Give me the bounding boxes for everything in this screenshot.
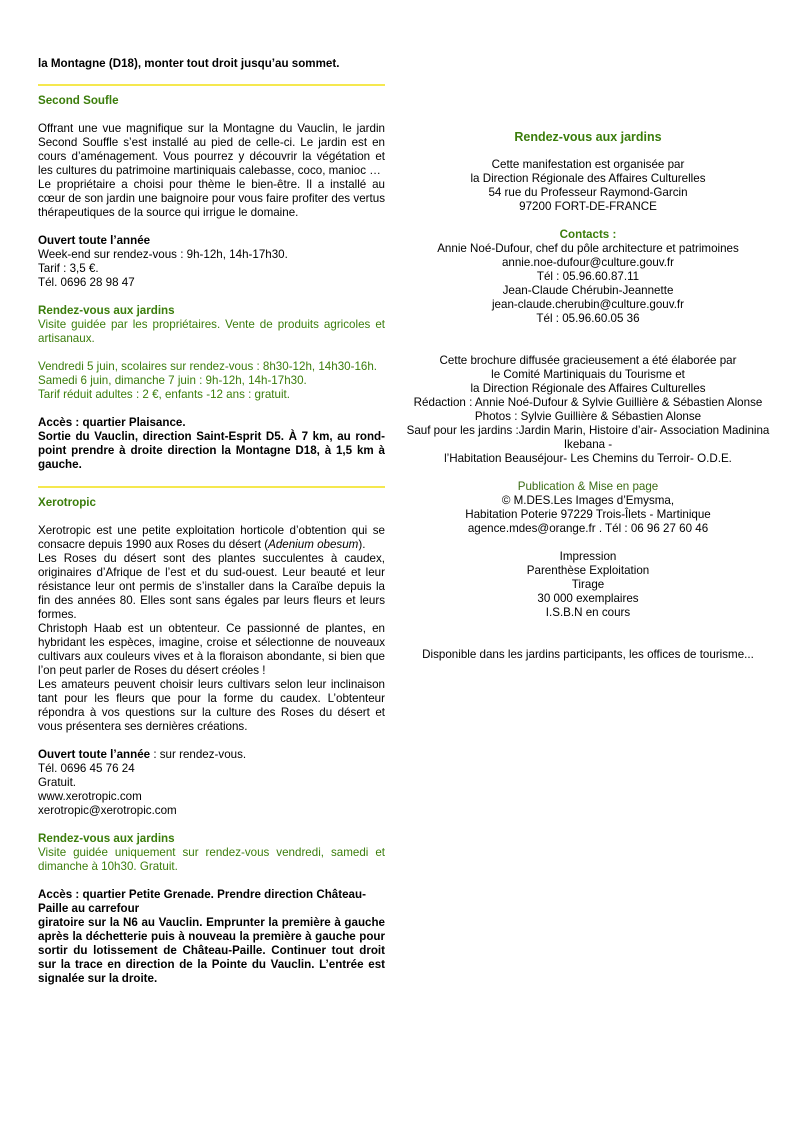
contact-line: Annie Noé-Dufour, chef du pôle architecture et patrimoines — [437, 242, 739, 255]
price: Gratuit. — [38, 776, 77, 789]
paragraph: Xerotropic est une petite exploitation horticole d’obtention qui se consacre depuis 1990 aux Roses du désert (Adenium obesum). — [38, 524, 385, 551]
intro-line: la Montagne (D18), monter tout droit jusqu’au sommet. — [38, 57, 340, 70]
opening-hours: Week-end sur rendez-vous : 9h-12h, 14h-17h30. — [38, 248, 288, 261]
rdv-text: Vendredi 5 juin, scolaires sur rendez-vous : 8h30-12h, 14h30-16h. — [38, 360, 378, 373]
access-text: Sortie du Vauclin, direction Saint-Esprit D5. À 7 km, au rond-point prendre à droite direction la Montagne D18, à 1,5 km à gauche. — [38, 430, 385, 471]
contact-line: Tél : 05.96.60.05 36 — [536, 312, 640, 325]
brochure-line: la Direction Régionale des Affaires Culturelles — [470, 382, 706, 395]
rdv-text: Tarif réduit adultes : 2 €, enfants -12 ans : gratuit. — [38, 388, 290, 401]
phone: Tél. 0696 45 76 24 — [38, 762, 135, 775]
paragraph: Les Roses du désert sont des plantes succulentes à caudex, originaires d’Afrique de l’est et du sud-ouest. Leur beauté et leur résistance leur ont permis de s’installer dans la Caraïbe depuis la fin des années 80. Elles sont sans égales par leurs fleurs et leurs formes. — [38, 552, 385, 621]
print-line: Parenthèse Exploitation — [526, 564, 650, 577]
print-line: Tirage — [571, 578, 605, 591]
brochure-line: le Comité Martiniquais du Tourisme et — [491, 368, 685, 381]
contact-line: Jean-Claude Chérubin-Jeannette — [502, 284, 674, 297]
paragraph: Les amateurs peuvent choisir leurs cultivars selon leur inclinaison tant pour les fleurs que pour la forme du caudex. L’obtenteur répondra à vos questions sur la culture des Roses du désert et vous présentera ses dernières créations. — [38, 678, 385, 733]
section-divider — [38, 84, 385, 86]
brochure-line: Rédaction : Annie Noé-Dufour & Sylvie Guillière & Sébastien Alonse — [413, 396, 763, 409]
price: Tarif : 3,5 €. — [38, 262, 99, 275]
rdv-main-title: Rendez-vous aux jardins — [514, 130, 662, 144]
rdv-text: Samedi 6 juin, dimanche 7 juin : 9h-12h, 14h-17h30. — [38, 374, 307, 387]
website: www.xerotropic.com — [38, 790, 142, 803]
section-divider — [38, 486, 385, 488]
right-column — [404, 130, 772, 662]
rdv-title: Rendez-vous aux jardins — [38, 304, 175, 317]
rdv-title: Rendez-vous aux jardins — [38, 832, 175, 845]
paragraph: Offrant une vue magnifique sur la Montagne du Vauclin, le jardin Second Souffle s’est installé au pied de celle-ci. Le jardin est en cours d’aménagement. Vous pourrez y découvrir la végétation et les cultures du patrimoine martiniquais calebasse, coco, manioc … — [38, 122, 385, 177]
publication-title: Publication & Mise en page — [517, 480, 659, 493]
print-line: I.S.B.N en cours — [545, 606, 631, 619]
organizer-line: la Direction Régionale des Affaires Culturelles — [470, 172, 706, 185]
availability-line: Disponible dans les jardins participants, les offices de tourisme... — [422, 648, 754, 661]
print-line: Impression — [559, 550, 617, 563]
brochure-line: l’Habitation Beauséjour- Les Chemins du Terroir- O.D.E. — [444, 452, 732, 465]
section-title-second-soufle: Second Soufle — [38, 94, 119, 107]
brochure-line: Cette brochure diffusée gracieusement a été élaborée par — [439, 354, 737, 367]
contact-line: annie.noe-dufour@culture.gouv.fr — [501, 256, 675, 269]
publication-line: agence.mdes@orange.fr . Tél : 06 96 27 60 46 — [467, 522, 709, 535]
opening-line: Ouvert toute l’année : sur rendez-vous. — [38, 748, 247, 761]
rdv-text: Visite guidée par les propriétaires. Vente de produits agricoles et artisanaux. — [38, 318, 385, 345]
contacts-title: Contacts : — [559, 228, 617, 241]
brochure-line: Photos : Sylvie Guillière & Sébastien Alonse — [474, 410, 702, 423]
contact-line: Tél : 05.96.60.87.11 — [536, 270, 640, 283]
publication-line: Habitation Poterie 97229 Trois-Îlets - Martinique — [465, 508, 711, 521]
access-title: Accès : quartier Petite Grenade. Prendre direction Château-Paille au carrefour — [38, 888, 366, 915]
opening-title: Ouvert toute l’année — [38, 234, 151, 247]
organizer-line: 54 rue du Professeur Raymond-Garcin — [488, 186, 688, 199]
publication-line: © M.DES.Les Images d’Emysma, — [501, 494, 675, 507]
rdv-text: Visite guidée uniquement sur rendez-vous vendredi, samedi et dimanche à 10h30. Gratuit. — [38, 846, 385, 873]
access-text: giratoire sur la N6 au Vauclin. Emprunter la première à gauche après la déchetterie puis à nouveau la première à gauche pour sortir du lotissement de Château-Paille. Continuer tout droit sur la trace en direction de la Pointe du Vauclin. L’entrée est signalée sur la droite. — [38, 916, 385, 985]
access-title: Accès : quartier Plaisance. — [38, 416, 186, 429]
contact-line: jean-claude.cherubin@culture.gouv.fr — [491, 298, 684, 311]
paragraph: Christoph Haab est un obtenteur. Ce passionné de plantes, en hybridant les espèces, imagine, croise et sélectionne de nouveaux cultivars aux couleurs vives et à la floraison abondante, si bien que l’on peut parler de Roses du désert créoles ! — [38, 622, 385, 677]
organizer-line: 97200 FORT-DE-FRANCE — [519, 200, 657, 213]
organizer-line: Cette manifestation est organisée par — [491, 158, 685, 171]
left-column — [38, 57, 385, 986]
brochure-line: Sauf pour les jardins :Jardin Marin, Histoire d’air- Association Madinina Ikebana - — [406, 424, 770, 451]
section-title-xerotropic: Xerotropic — [38, 496, 96, 509]
print-line: 30 000 exemplaires — [537, 592, 639, 605]
phone: Tél. 0696 28 98 47 — [38, 276, 135, 289]
email: xerotropic@xerotropic.com — [38, 804, 177, 817]
paragraph: Le propriétaire a choisi pour thème le bien-être. Il a installé au cœur de son jardin une baignoire pour vous faire profiter des vertus thérapeutiques de la source qui irrigue le domaine. — [38, 178, 385, 219]
